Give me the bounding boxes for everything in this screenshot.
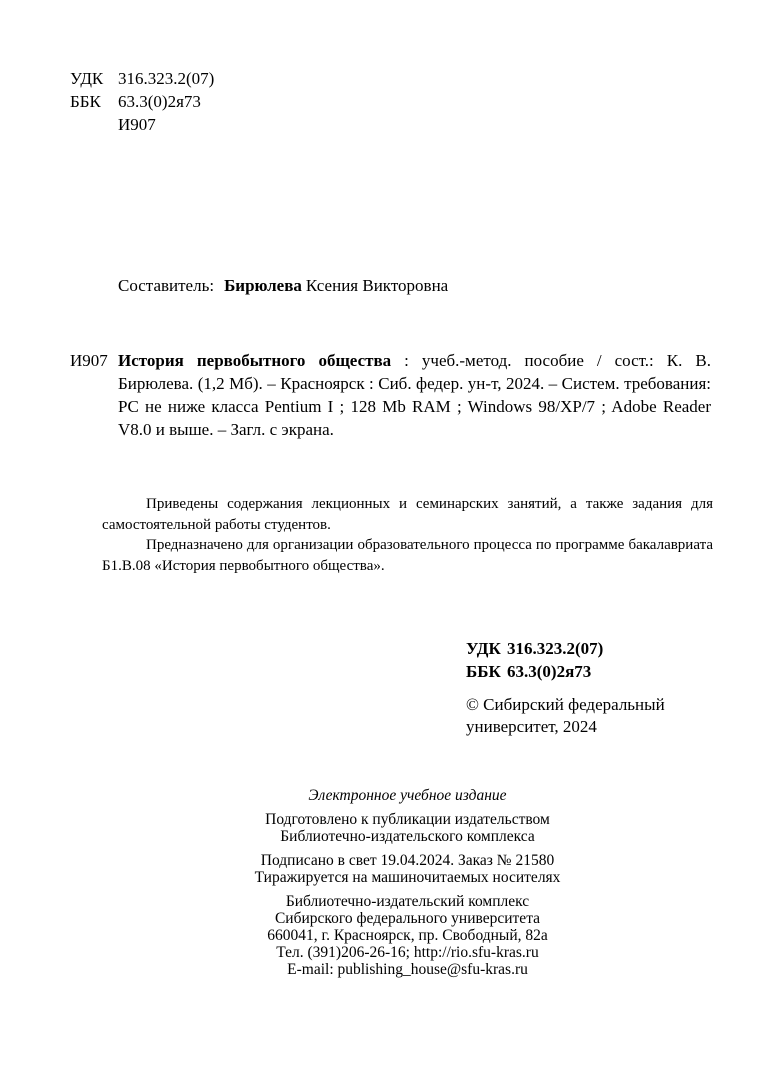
bib-title: История первобытного общества [118, 351, 392, 370]
udc-row-right [466, 637, 603, 660]
bib-text [118, 349, 711, 441]
right-classification-codes [466, 637, 603, 683]
imprint-line: Библиотечно-издательского комплекса [280, 828, 535, 845]
publisher-phone-website: Тел. (391)206-26-16; http://rio.sfu-kras.ru [276, 944, 539, 961]
top-classification-codes [70, 67, 214, 136]
index-label-spacer [70, 113, 118, 136]
annotation-paragraph: Предназначено для организации образовательного процесса по программе бакалавриата Б1.В.08 «История первобытного общества». [102, 537, 713, 574]
bib-index-code: И907 [70, 351, 108, 370]
bbk-value: 63.3(0)2я73 [118, 92, 201, 111]
imprint-line: Подписано в свет 19.04.2024. Заказ № 21580 [260, 852, 555, 869]
bibliographic-entry [70, 349, 711, 441]
edition-type: Электронное учебное издание [308, 787, 507, 804]
imprint-line: Подготовлено к публикации издательством [265, 811, 550, 828]
compiler-line [118, 276, 448, 296]
publisher-email: E-mail: publishing_house@sfu-kras.ru [287, 961, 528, 978]
compiler-name: Ксения Викторовна [305, 276, 449, 295]
publisher-address: 660041, г. Красноярск, пр. Свободный, 82а [267, 927, 548, 944]
imprint-footer [102, 787, 713, 985]
bbk-label: ББК [70, 92, 101, 111]
udc-label: УДК [70, 69, 104, 88]
bbk-row [70, 90, 214, 113]
compiler-surname: Бирюлева [224, 276, 302, 295]
annotation-block [102, 494, 713, 576]
imprint-line: Библиотечно-издательский комплекс [285, 893, 530, 910]
bbk-row-right [466, 660, 603, 683]
copyright-line: университет, 2024 [466, 716, 597, 736]
release-info-group [102, 852, 713, 886]
bbk-label-right: ББК [466, 662, 501, 681]
imprint-line: Сибирского федерального университета [274, 910, 541, 927]
udc-row [70, 67, 214, 90]
index-code: И907 [118, 115, 156, 134]
copyright-line: © Сибирский федеральный [466, 695, 665, 714]
imprint-line: Тиражируется на машиночитаемых носителях [254, 869, 561, 886]
udc-value-right: 316.323.2(07) [507, 639, 604, 658]
bib-description: : учеб.-метод. пособие / сост.: К. В. Бирюлева. (1,2 Мб). – Красноярск : Сиб. федер. ун-т, 2024. – Систем. требования: PC не ниже класса Pentium I ; 128 Mb RAM ; Windows 98/XP/7 ; Adobe Reader V8.0 и выше. – Загл. с экрана. [118, 351, 711, 439]
index-row [70, 113, 214, 136]
bbk-value-right: 63.3(0)2я73 [507, 662, 592, 681]
publisher-contact-group [102, 893, 713, 978]
publisher-prepared-group [102, 811, 713, 845]
udc-value: 316.323.2(07) [118, 69, 215, 88]
copyright-notice [466, 694, 665, 737]
annotation-paragraph: Приведены содержания лекционных и семинарских занятий, а также задания для самостоятельной работы студентов. [102, 496, 713, 533]
compiler-label: Составитель: [118, 276, 215, 295]
udc-label-right: УДК [466, 639, 501, 658]
